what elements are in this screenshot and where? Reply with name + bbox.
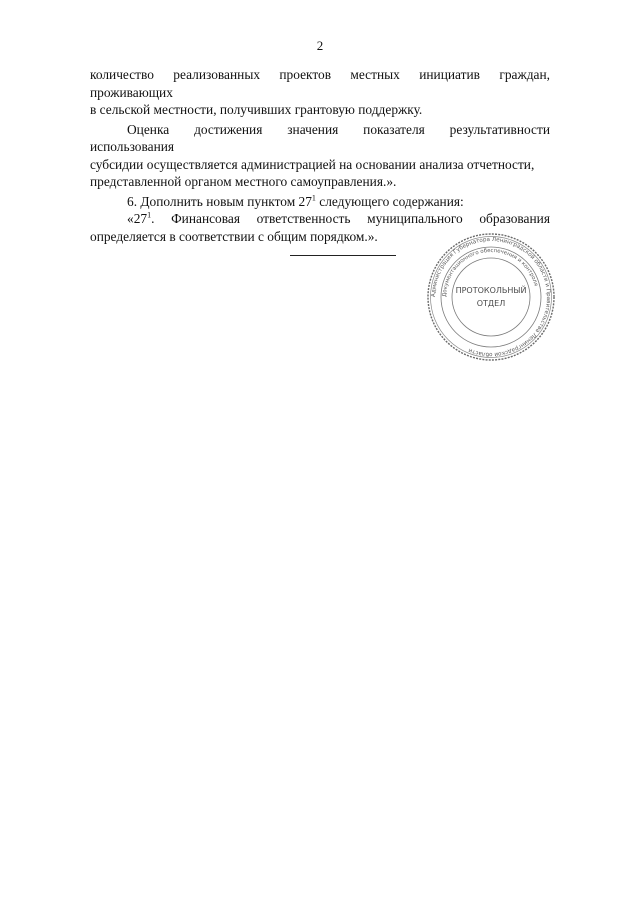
paragraph-3 — [90, 193, 550, 211]
paragraph-3-superscript: 1 — [311, 193, 316, 203]
paragraph-2-line-2: субсидии осуществляется администрацией на основании анализа отчетности, — [90, 156, 535, 172]
stamp-outer-text: Администрация Губернатора Ленинградской области и Правительства Ленинградской области — [430, 236, 552, 358]
paragraph-2-line-1: Оценка достижения значения показателя результативности использования — [90, 121, 550, 154]
stamp-center-line-1: ПРОТОКОЛЬНЫЙ — [455, 286, 527, 295]
paragraph-2-line-3: представленной органом местного самоуправления.». — [90, 174, 397, 189]
document-body — [90, 66, 550, 245]
paragraph-4-prefix: «27 — [127, 211, 148, 226]
stamp-inner-ring — [452, 258, 530, 336]
paragraph-4-line-1 — [90, 210, 550, 228]
page-number: 2 — [316, 38, 324, 53]
paragraph-1 — [90, 66, 550, 119]
stamp-inner-text: Документационного обеспечения и контроля — [441, 247, 539, 298]
paragraph-4-line-2-text: определяется в соответствии с общим порядком.». — [90, 228, 378, 244]
stamp-center-line-2: ОТДЕЛ — [476, 299, 506, 308]
stamp-middle-ring — [441, 247, 541, 347]
paragraph-3-prefix: 6. Дополнить новым пунктом 27 — [127, 193, 312, 209]
paragraph-4-line-1-rest: . Финансовая ответственность муниципального образования — [151, 211, 550, 226]
paragraph-2 — [90, 121, 550, 191]
paragraph-3-suffix: следующего содержания: — [315, 193, 464, 209]
separator-line — [290, 255, 396, 256]
round-seal-stamp — [426, 232, 556, 362]
paragraph-1-line-2: в сельской местности, получивших грантовую поддержку. — [90, 102, 423, 117]
paragraph-1-line-1: количество реализованных проектов местных инициатив граждан, проживающих — [90, 67, 550, 100]
paragraph-4-superscript: 1 — [147, 210, 152, 220]
